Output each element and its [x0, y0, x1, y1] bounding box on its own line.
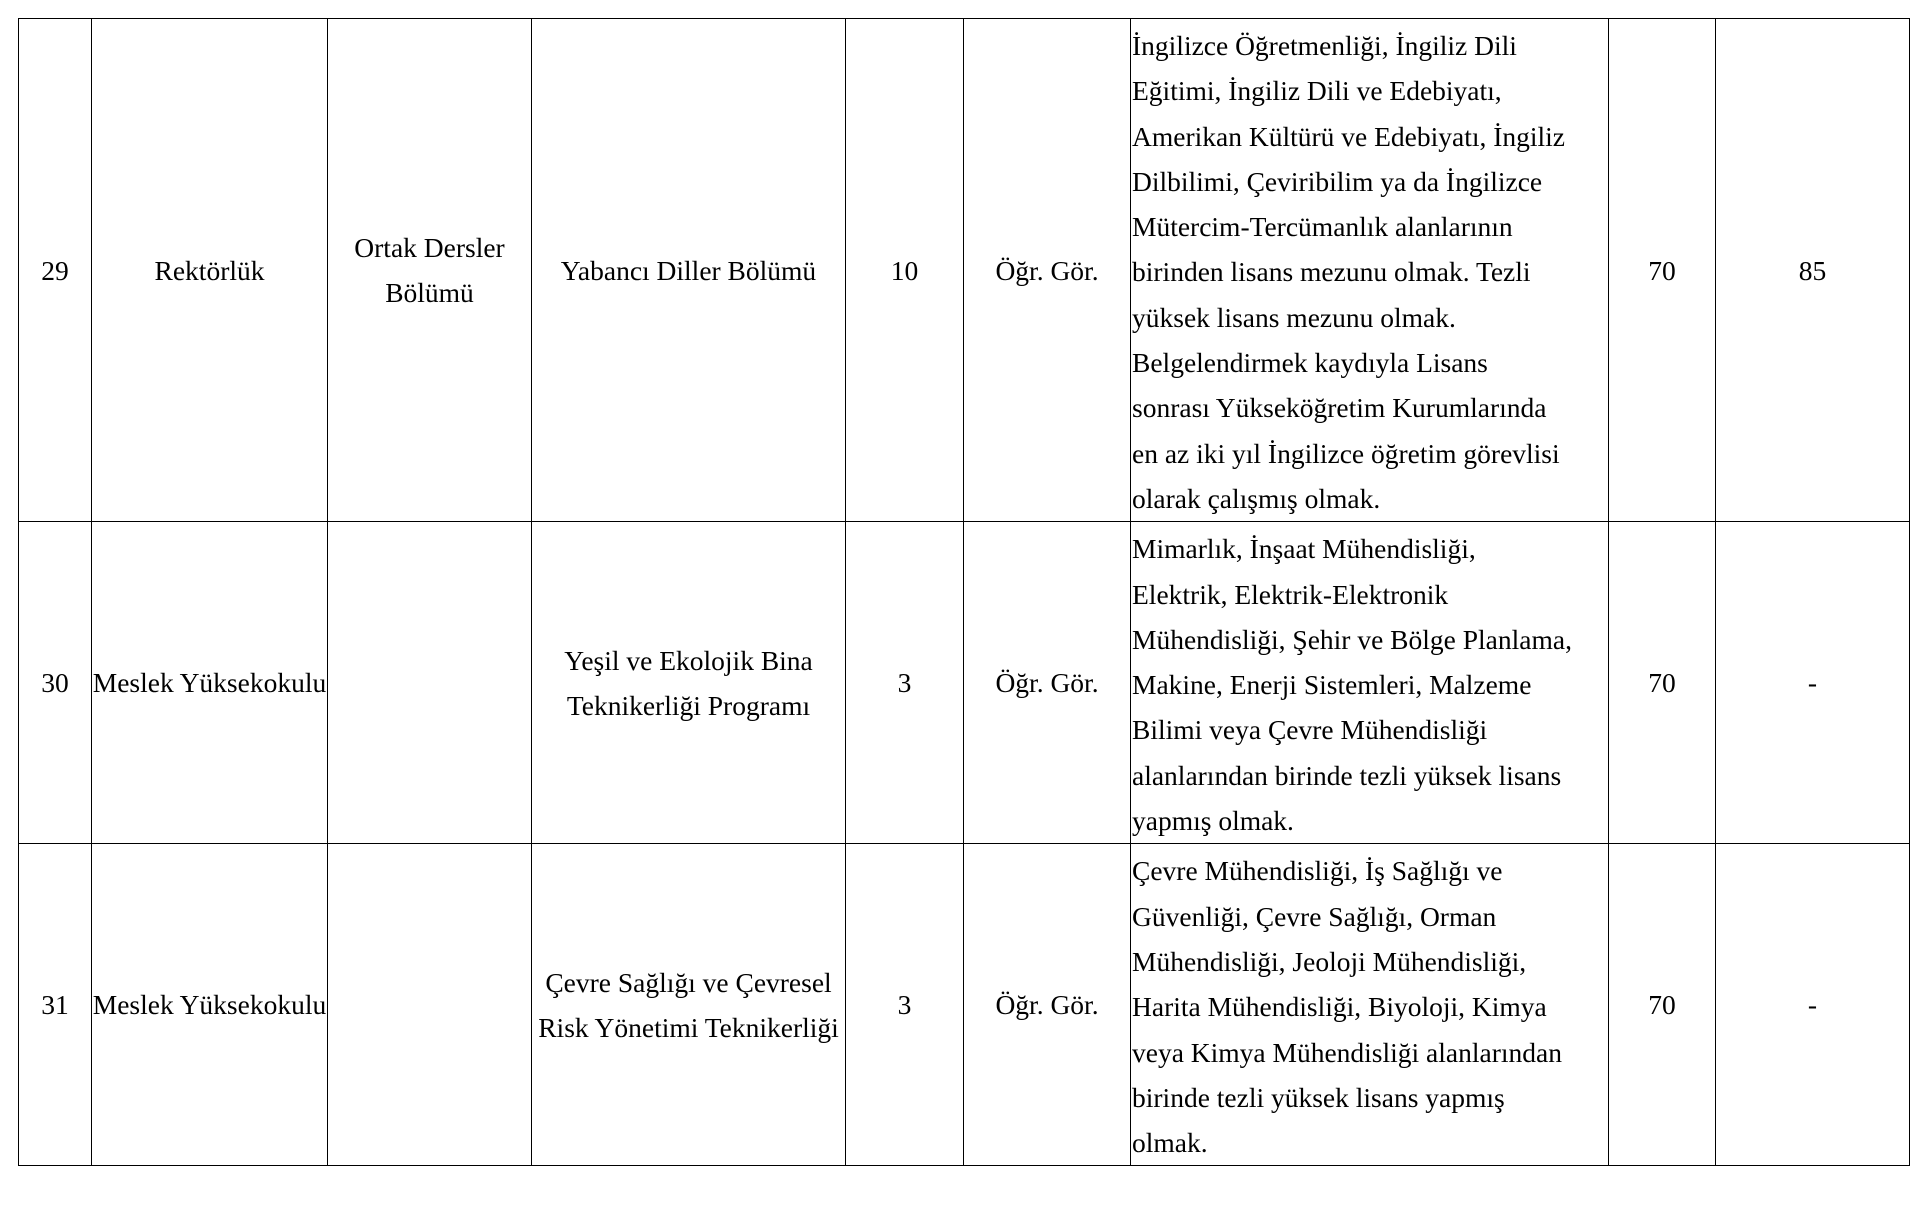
program-cell: Çevre Sağlığı ve Çevresel Risk Yönetimi Teknikerliği: [532, 844, 846, 1166]
ales-score: 70: [1609, 844, 1716, 1166]
requirement-line: Bilimi veya Çevre Mühendisliği: [1132, 714, 1488, 746]
table-row: [19, 844, 1910, 1166]
table-row: [19, 19, 1910, 522]
requirement-line: Harita Mühendisliği, Biyoloji, Kimya: [1132, 991, 1547, 1023]
position-count: 3: [846, 844, 964, 1166]
unit-cell: Meslek Yüksekokulu: [92, 522, 328, 844]
requirement-line: olmak.: [1132, 1127, 1208, 1159]
requirement-line: Çevre Mühendisliği, İş Sağlığı ve: [1132, 855, 1503, 887]
requirement-line: Elektrik, Elektrik-Elektronik: [1132, 578, 1449, 610]
requirement-line: birinde tezli yüksek lisans yapmış: [1132, 1081, 1505, 1113]
academic-title: Öğr. Gör.: [964, 522, 1131, 844]
department-cell: Ortak Dersler Bölümü: [328, 19, 532, 522]
unit-cell: Meslek Yüksekokulu: [92, 844, 328, 1166]
language-score: 85: [1716, 19, 1910, 522]
language-score: -: [1716, 844, 1910, 1166]
row-number: 30: [19, 522, 92, 844]
position-count: 10: [846, 19, 964, 522]
requirement-line: Mütercim-Tercümanlık alanlarının: [1132, 211, 1513, 243]
requirements-cell: [1131, 522, 1609, 844]
row-number: 31: [19, 844, 92, 1166]
requirement-line: veya Kimya Mühendisliği alanlarından: [1132, 1036, 1562, 1068]
department-cell: [328, 522, 532, 844]
requirement-line: Belgelendirmek kaydıyla Lisans: [1132, 347, 1488, 379]
row-number: 29: [19, 19, 92, 522]
requirement-line: Makine, Enerji Sistemleri, Malzeme: [1132, 669, 1532, 701]
unit-cell: Rektörlük: [92, 19, 328, 522]
requirement-line: en az iki yıl İngilizce öğretim görevlisi: [1132, 437, 1560, 469]
requirement-line: Amerikan Kültürü ve Edebiyatı, İngiliz: [1132, 120, 1566, 152]
requirement-line: Dilbilimi, Çeviribilim ya da İngilizce: [1132, 165, 1543, 197]
requirement-line: Mühendisliği, Jeoloji Mühendisliği,: [1132, 945, 1527, 977]
requirement-line: Mimarlık, İnşaat Mühendisliği,: [1132, 533, 1476, 565]
language-score: -: [1716, 522, 1910, 844]
requirements-cell: [1131, 19, 1609, 522]
requirement-line: Mühendisliği, Şehir ve Bölge Planlama,: [1132, 623, 1572, 655]
requirement-line: olarak çalışmış olmak.: [1132, 482, 1381, 514]
requirement-line: yüksek lisans mezunu olmak.: [1132, 301, 1456, 333]
requirement-line: yapmış olmak.: [1132, 805, 1294, 837]
position-count: 3: [846, 522, 964, 844]
program-cell: Yabancı Diller Bölümü: [532, 19, 846, 522]
requirement-line: alanlarından birinde tezli yüksek lisans: [1132, 759, 1562, 791]
requirement-line: sonrası Yükseköğretim Kurumlarında: [1132, 392, 1547, 424]
table-row: [19, 522, 1910, 844]
requirements-cell: [1131, 844, 1609, 1166]
program-cell: Yeşil ve Ekolojik Bina Teknikerliği Programı: [532, 522, 846, 844]
ales-score: 70: [1609, 19, 1716, 522]
requirement-line: İngilizce Öğretmenliği, İngiliz Dili: [1132, 30, 1517, 61]
requirement-line: Eğitimi, İngiliz Dili ve Edebiyatı,: [1132, 75, 1502, 107]
department-cell: [328, 844, 532, 1166]
requirement-line: birinden lisans mezunu olmak. Tezli: [1132, 256, 1531, 288]
requirement-line: Güvenliği, Çevre Sağlığı, Orman: [1132, 900, 1497, 932]
positions-table: [18, 18, 1910, 1166]
ales-score: 70: [1609, 522, 1716, 844]
academic-title: Öğr. Gör.: [964, 844, 1131, 1166]
academic-title: Öğr. Gör.: [964, 19, 1131, 522]
